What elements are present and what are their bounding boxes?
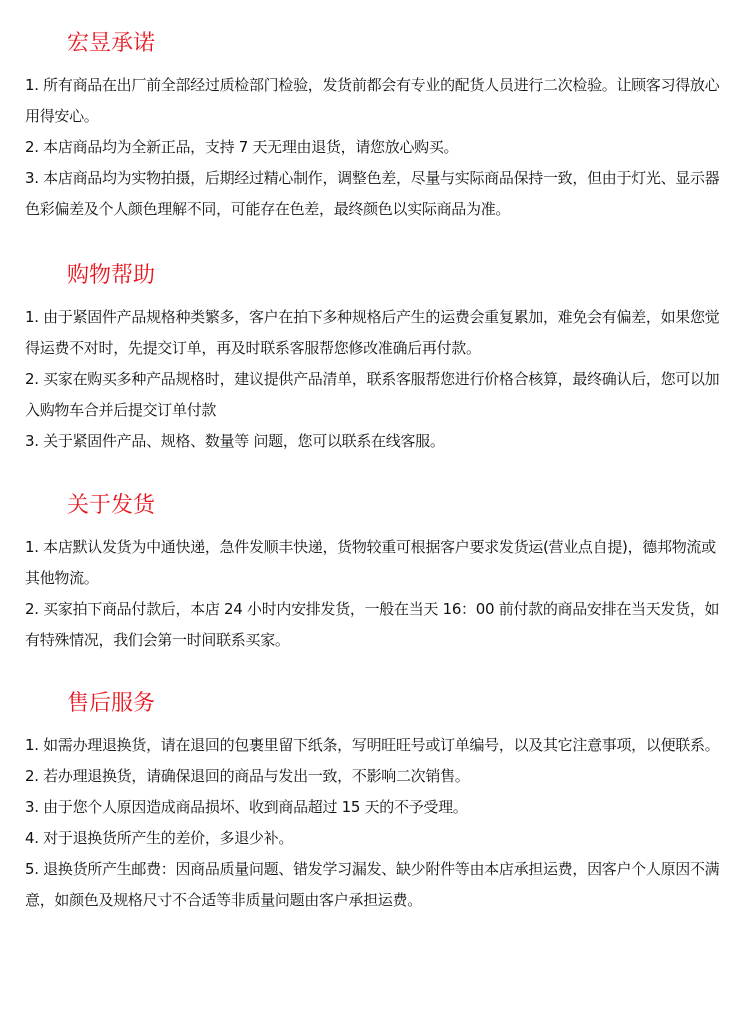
section-title-shipping: 关于发货 (67, 493, 156, 518)
section-title-after-sales: 售后服务 (67, 691, 156, 716)
list-item: 2. 本店商品均为全新正品，支持 7 天无理由退货，请您放心购买。 (25, 138, 459, 156)
list-item: 3. 本店商品均为实物拍摄，后期经过精心制作，调整色差，尽量与实际商品保持一致，但由于灯光、显示器色彩偏差及个人颜色理解不同，可能存在色差，最终颜色以实际商品为准。 (25, 169, 720, 218)
shipping-list (25, 532, 725, 656)
list-item: 1. 如需办理退换货，请在退回的包裹里留下纸条，写明旺旺号或订单编号，以及其它注意事项，以便联系。 (25, 736, 720, 754)
section-shipping (25, 492, 725, 656)
list-item: 3. 由于您个人原因造成商品损坏、收到商品超过 15 天的不予受理。 (25, 798, 468, 816)
section-title-shopping-help: 购物帮助 (67, 263, 156, 288)
list-item: 1. 由于紧固件产品规格种类繁多，客户在拍下多种规格后产生的运费会重复累加，难免会有偏差，如果您觉得运费不对时，先提交订单，再及时联系客服帮您修改准确后再付款。 (25, 308, 720, 357)
shopping-help-list (25, 302, 725, 457)
list-item: 2. 买家拍下商品付款后，本店 24 小时内安排发货，一般在当天 16：00 前付款的商品安排在当天发货，如有特殊情况，我们会第一时间联系买家。 (25, 600, 720, 649)
list-item: 5. 退换货所产生邮费：因商品质量问题、错发学习漏发、缺少附件等由本店承担运费，因客户个人原因不满意，如颜色及规格尺寸不合适等非质量问题由客户承担运费。 (25, 860, 720, 909)
list-item: 1. 所有商品在出厂前全部经过质检部门检验，发货前都会有专业的配货人员进行二次检验。让顾客习得放心用得安心。 (25, 76, 720, 125)
section-shopping-help (25, 262, 725, 457)
promise-list (25, 70, 725, 225)
list-item: 3. 关于紧固件产品、规格、数量等 问题，您可以联系在线客服。 (25, 432, 445, 450)
after-sales-list (25, 730, 725, 916)
list-item: 2. 若办理退换货，请确保退回的商品与发出一致，不影响二次销售。 (25, 767, 470, 785)
section-after-sales (25, 690, 725, 916)
list-item: 1. 本店默认发货为中通快递，急件发顺丰快递，货物较重可根据客户要求发货运(营业点自提)，德邦物流或其他物流。 (25, 538, 716, 587)
section-promise (25, 30, 725, 225)
section-title-promise: 宏昱承诺 (67, 31, 156, 56)
list-item: 4. 对于退换货所产生的差价，多退少补。 (25, 829, 294, 847)
list-item: 2. 买家在购买多种产品规格时，建议提供产品清单，联系客服帮您进行价格合核算，最终确认后，您可以加入购物车合并后提交订单付款 (25, 370, 720, 419)
